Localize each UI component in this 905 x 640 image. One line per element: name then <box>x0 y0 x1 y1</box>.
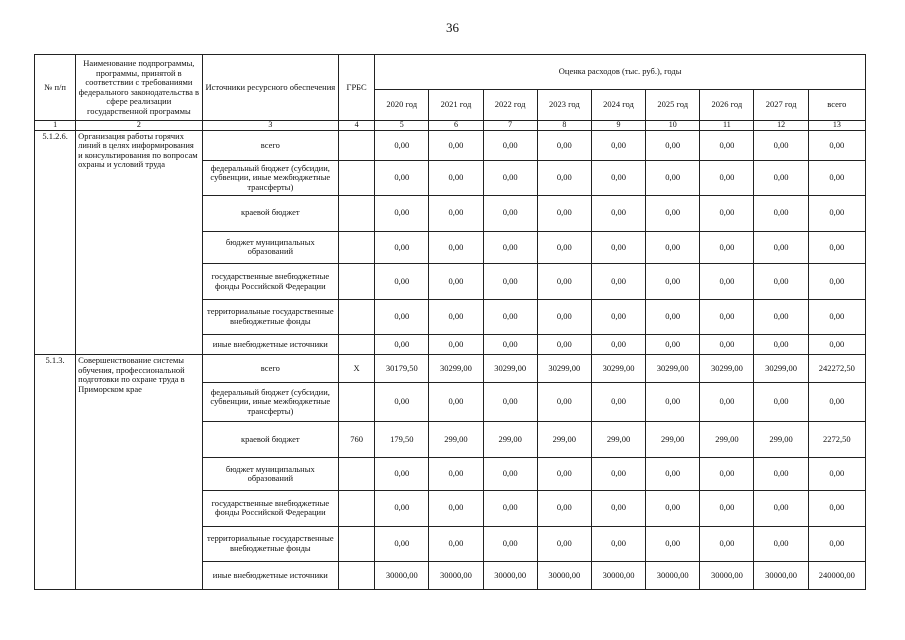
year-value: 299,00 <box>483 422 537 458</box>
total-value: 0,00 <box>808 231 865 264</box>
header-num: № п/п <box>35 55 76 121</box>
year-value: 0,00 <box>700 526 754 562</box>
year-value: 0,00 <box>429 195 483 231</box>
year-value: 0,00 <box>591 526 645 562</box>
year-value: 0,00 <box>375 231 429 264</box>
year-value: 0,00 <box>700 334 754 354</box>
column-number: 8 <box>537 121 591 130</box>
year-value: 30299,00 <box>483 355 537 383</box>
funding-source: иные внебюджетные источники <box>202 334 338 354</box>
funding-source: всего <box>202 130 338 161</box>
year-value: 0,00 <box>537 526 591 562</box>
year-value: 0,00 <box>646 231 700 264</box>
year-value: 0,00 <box>537 195 591 231</box>
grbs-code <box>339 130 375 161</box>
year-value: 0,00 <box>646 264 700 300</box>
year-value: 0,00 <box>700 161 754 196</box>
year-value: 0,00 <box>429 130 483 161</box>
year-value: 0,00 <box>700 231 754 264</box>
year-value: 299,00 <box>429 422 483 458</box>
year-value: 0,00 <box>646 526 700 562</box>
year-value: 0,00 <box>537 231 591 264</box>
year-value: 0,00 <box>700 299 754 334</box>
year-value: 0,00 <box>700 458 754 491</box>
year-value: 299,00 <box>754 422 808 458</box>
year-value: 0,00 <box>375 490 429 526</box>
year-value: 0,00 <box>483 264 537 300</box>
header-row-top <box>35 55 866 90</box>
year-value: 0,00 <box>754 231 808 264</box>
year-value: 0,00 <box>754 195 808 231</box>
column-number: 4 <box>339 121 375 130</box>
year-value: 0,00 <box>483 334 537 354</box>
year-value: 30299,00 <box>754 355 808 383</box>
funding-source: федеральный бюджет (субсидии, субвенции, иные межбюджетные трансферты) <box>202 161 338 196</box>
year-value: 0,00 <box>375 264 429 300</box>
funding-source: всего <box>202 355 338 383</box>
grbs-code <box>339 264 375 300</box>
page-number: 36 <box>446 20 459 35</box>
column-number: 12 <box>754 121 808 130</box>
funding-source: государственные внебюджетные фонды Российской Федерации <box>202 264 338 300</box>
column-number: 9 <box>591 121 645 130</box>
year-value: 0,00 <box>646 458 700 491</box>
grbs-code: X <box>339 355 375 383</box>
year-value: 0,00 <box>591 334 645 354</box>
year-value: 0,00 <box>700 130 754 161</box>
year-value: 30000,00 <box>483 562 537 590</box>
year-value: 0,00 <box>591 130 645 161</box>
total-value: 0,00 <box>808 526 865 562</box>
year-value: 30299,00 <box>537 355 591 383</box>
table-row <box>35 130 866 161</box>
year-value: 0,00 <box>375 195 429 231</box>
year-value: 0,00 <box>754 264 808 300</box>
year-value: 0,00 <box>375 299 429 334</box>
year-value: 30000,00 <box>537 562 591 590</box>
year-value: 0,00 <box>700 195 754 231</box>
year-value: 0,00 <box>375 382 429 422</box>
year-value: 0,00 <box>591 382 645 422</box>
total-value: 0,00 <box>808 458 865 491</box>
year-value: 0,00 <box>537 334 591 354</box>
year-value: 30000,00 <box>429 562 483 590</box>
column-number: 13 <box>808 121 865 130</box>
header-sources: Источники ресурсного обеспечения <box>202 55 338 121</box>
year-value: 30299,00 <box>700 355 754 383</box>
year-value: 0,00 <box>754 299 808 334</box>
column-number: 6 <box>429 121 483 130</box>
item-number: 5.1.3. <box>35 355 76 590</box>
funding-source: федеральный бюджет (субсидии, субвенции, иные межбюджетные трансферты) <box>202 382 338 422</box>
year-value: 299,00 <box>646 422 700 458</box>
year-value: 30299,00 <box>646 355 700 383</box>
grbs-code <box>339 195 375 231</box>
grbs-code <box>339 458 375 491</box>
column-number: 7 <box>483 121 537 130</box>
total-value: 0,00 <box>808 334 865 354</box>
total-value: 240000,00 <box>808 562 865 590</box>
expenditure-table <box>34 54 866 590</box>
year-value: 0,00 <box>375 161 429 196</box>
funding-source: краевой бюджет <box>202 195 338 231</box>
year-value: 0,00 <box>537 130 591 161</box>
column-number: 2 <box>76 121 202 130</box>
year-value: 0,00 <box>700 490 754 526</box>
column-number: 5 <box>375 121 429 130</box>
year-value: 299,00 <box>537 422 591 458</box>
year-value: 0,00 <box>700 264 754 300</box>
year-value: 0,00 <box>429 382 483 422</box>
column-number: 11 <box>700 121 754 130</box>
header-year-2027: 2027 год <box>754 89 808 121</box>
funding-source: государственные внебюджетные фонды Российской Федерации <box>202 490 338 526</box>
year-value: 0,00 <box>483 231 537 264</box>
year-value: 0,00 <box>591 195 645 231</box>
year-value: 0,00 <box>429 526 483 562</box>
year-value: 0,00 <box>375 526 429 562</box>
year-value: 0,00 <box>591 458 645 491</box>
grbs-code <box>339 382 375 422</box>
year-value: 0,00 <box>591 264 645 300</box>
year-value: 299,00 <box>591 422 645 458</box>
year-value: 0,00 <box>646 334 700 354</box>
year-value: 0,00 <box>754 130 808 161</box>
year-value: 30000,00 <box>700 562 754 590</box>
column-numbers-row <box>35 121 866 130</box>
header-total: всего <box>808 89 865 121</box>
funding-source: бюджет муниципальных образований <box>202 231 338 264</box>
year-value: 0,00 <box>429 299 483 334</box>
item-name: Совершенствование системы обучения, профессиональной подготовки по охране труда в Приморском крае <box>76 355 202 590</box>
year-value: 0,00 <box>375 458 429 491</box>
year-value: 30299,00 <box>429 355 483 383</box>
year-value: 0,00 <box>537 382 591 422</box>
header-estimate: Оценка расходов (тыс. руб.), годы <box>375 55 866 90</box>
year-value: 30000,00 <box>591 562 645 590</box>
year-value: 0,00 <box>483 526 537 562</box>
year-value: 0,00 <box>375 334 429 354</box>
header-year-2026: 2026 год <box>700 89 754 121</box>
year-value: 179,50 <box>375 422 429 458</box>
year-value: 0,00 <box>646 299 700 334</box>
year-value: 30299,00 <box>591 355 645 383</box>
year-value: 0,00 <box>483 458 537 491</box>
year-value: 0,00 <box>754 334 808 354</box>
total-value: 0,00 <box>808 161 865 196</box>
year-value: 0,00 <box>483 130 537 161</box>
year-value: 0,00 <box>537 264 591 300</box>
year-value: 0,00 <box>754 526 808 562</box>
year-value: 0,00 <box>375 130 429 161</box>
year-value: 30000,00 <box>646 562 700 590</box>
year-value: 0,00 <box>754 161 808 196</box>
year-value: 0,00 <box>483 490 537 526</box>
header-year-2023: 2023 год <box>537 89 591 121</box>
grbs-code <box>339 490 375 526</box>
header-year-2022: 2022 год <box>483 89 537 121</box>
column-number: 10 <box>646 121 700 130</box>
year-value: 0,00 <box>591 490 645 526</box>
header-year-2021: 2021 год <box>429 89 483 121</box>
item-number: 5.1.2.6. <box>35 130 76 355</box>
year-value: 0,00 <box>429 334 483 354</box>
grbs-code <box>339 299 375 334</box>
year-value: 0,00 <box>429 161 483 196</box>
item-name: Организация работы горячих линий в целях информирования и консультирования по вопросам охраны и условий труда <box>76 130 202 355</box>
year-value: 0,00 <box>537 458 591 491</box>
total-value: 2272,50 <box>808 422 865 458</box>
grbs-code: 760 <box>339 422 375 458</box>
grbs-code <box>339 334 375 354</box>
total-value: 0,00 <box>808 195 865 231</box>
year-value: 0,00 <box>754 490 808 526</box>
total-value: 0,00 <box>808 382 865 422</box>
grbs-code <box>339 161 375 196</box>
year-value: 0,00 <box>429 490 483 526</box>
header-year-2025: 2025 год <box>646 89 700 121</box>
total-value: 242272,50 <box>808 355 865 383</box>
funding-source: территориальные государственные внебюджетные фонды <box>202 526 338 562</box>
total-value: 0,00 <box>808 490 865 526</box>
year-value: 0,00 <box>537 161 591 196</box>
year-value: 0,00 <box>591 299 645 334</box>
year-value: 0,00 <box>483 195 537 231</box>
table-row <box>35 355 866 383</box>
total-value: 0,00 <box>808 130 865 161</box>
year-value: 0,00 <box>537 490 591 526</box>
funding-source: иные внебюджетные источники <box>202 562 338 590</box>
total-value: 0,00 <box>808 264 865 300</box>
funding-source: краевой бюджет <box>202 422 338 458</box>
funding-source: бюджет муниципальных образований <box>202 458 338 491</box>
total-value: 0,00 <box>808 299 865 334</box>
year-value: 30179,50 <box>375 355 429 383</box>
header-year-2024: 2024 год <box>591 89 645 121</box>
header-grbs: ГРБС <box>339 55 375 121</box>
funding-source: территориальные государственные внебюджетные фонды <box>202 299 338 334</box>
grbs-code <box>339 526 375 562</box>
header-year-2020: 2020 год <box>375 89 429 121</box>
header-name: Наименование подпрограммы, программы, принятой в соответствии с требованиями федерального законодательства в сфере реализации государственной программы <box>76 55 202 121</box>
grbs-code <box>339 562 375 590</box>
year-value: 30000,00 <box>375 562 429 590</box>
year-value: 0,00 <box>700 382 754 422</box>
column-number: 3 <box>202 121 338 130</box>
year-value: 0,00 <box>429 458 483 491</box>
year-value: 0,00 <box>591 161 645 196</box>
year-value: 0,00 <box>754 382 808 422</box>
grbs-code <box>339 231 375 264</box>
year-value: 0,00 <box>483 382 537 422</box>
year-value: 0,00 <box>646 130 700 161</box>
year-value: 0,00 <box>483 299 537 334</box>
column-number: 1 <box>35 121 76 130</box>
year-value: 0,00 <box>646 195 700 231</box>
year-value: 0,00 <box>537 299 591 334</box>
year-value: 0,00 <box>754 458 808 491</box>
year-value: 0,00 <box>646 161 700 196</box>
year-value: 0,00 <box>429 231 483 264</box>
year-value: 0,00 <box>483 161 537 196</box>
year-value: 0,00 <box>646 490 700 526</box>
year-value: 0,00 <box>591 231 645 264</box>
year-value: 0,00 <box>646 382 700 422</box>
year-value: 299,00 <box>700 422 754 458</box>
year-value: 0,00 <box>429 264 483 300</box>
year-value: 30000,00 <box>754 562 808 590</box>
